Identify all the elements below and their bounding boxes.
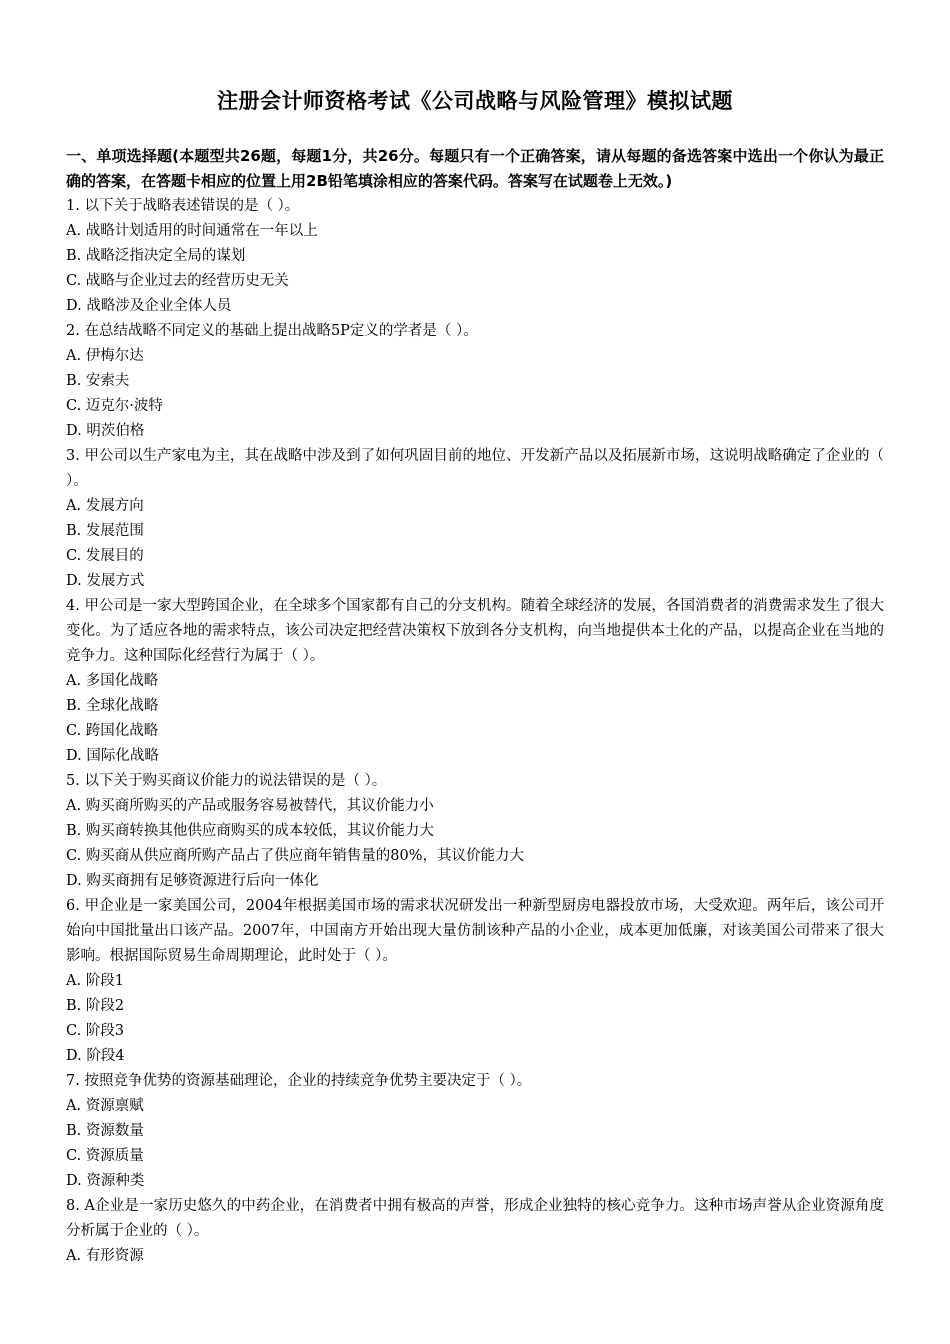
answer-option: D. 阶段4 (66, 1048, 125, 1064)
question-stem: 8. A企业是一家历史悠久的中药企业，在消费者中拥有极高的声誉，形成企业独特的核心竞争力。这种市场声誉从企业资源角度分析属于企业的（ ）。 (66, 1198, 884, 1239)
question-stem: 3. 甲公司以生产家电为主，其在战略中涉及到了如何巩固目前的地位、开发新产品以及拓展新市场，这说明战略确定了企业的（ ）。 (66, 448, 884, 489)
answer-option: D. 发展方式 (66, 573, 145, 589)
answer-option: D. 明茨伯格 (66, 423, 145, 439)
answer-option: D. 国际化战略 (66, 748, 159, 764)
answer-option: A. 战略计划适用的时间通常在一年以上 (66, 223, 318, 239)
question-stem: 6. 甲企业是一家美国公司，2004年根据美国市场的需求状况研发出一种新型厨房电器投放市场，大受欢迎。两年后，该公司开始向中国批量出口该产品。2007年，中国南方开始出现大量仿制该种产品的小企业，成本更加低廉，对该美国公司带来了很大影响。根据国际贸易生命周期理论，此时处于（ ）。 (66, 898, 884, 964)
question-stem: 5. 以下关于购买商议价能力的说法错误的是（ ）。 (66, 773, 387, 789)
question-stem: 1. 以下关于战略表述错误的是（ ）。 (66, 198, 300, 214)
answer-option: A. 多国化战略 (66, 673, 159, 689)
question-item (66, 194, 884, 319)
question-item (66, 1194, 884, 1269)
answer-option: C. 跨国化战略 (66, 723, 159, 739)
answer-option: D. 资源种类 (66, 1173, 145, 1189)
question-item (66, 594, 884, 769)
answer-option: B. 全球化战略 (66, 698, 159, 714)
answer-option: B. 战略泛指决定全局的谋划 (66, 248, 246, 264)
answer-option: B. 资源数量 (66, 1123, 144, 1139)
answer-option: A. 资源禀赋 (66, 1098, 144, 1114)
answer-option: A. 伊梅尔达 (66, 348, 144, 364)
answer-option: C. 阶段3 (66, 1023, 125, 1039)
question-item (66, 769, 884, 894)
answer-option: D. 战略涉及企业全体人员 (66, 298, 232, 314)
question-item (66, 444, 884, 594)
answer-option: A. 发展方向 (66, 498, 144, 514)
answer-option: B. 发展范围 (66, 523, 144, 539)
section-heading: 一、单项选择题(本题型共26题，每题1分，共26分。每题只有一个正确答案，请从每题的备选答案中选出一个你认为最正确的答案，在答题卡相应的位置上用2B铅笔填涂相应的答案代码。答案写在试题卷上无效。) (66, 147, 884, 190)
question-stem: 2. 在总结战略不同定义的基础上提出战略5P定义的学者是（ ）。 (66, 323, 478, 339)
answer-option: C. 迈克尔·波特 (66, 398, 163, 414)
answer-option: A. 购买商所购买的产品或服务容易被替代，其议价能力小 (66, 798, 434, 814)
answer-option: C. 资源质量 (66, 1148, 144, 1164)
question-stem: 7. 按照竞争优势的资源基础理论，企业的持续竞争优势主要决定于（ ）。 (66, 1073, 532, 1089)
answer-option: B. 安索夫 (66, 373, 130, 389)
answer-option: C. 发展目的 (66, 548, 144, 564)
question-item (66, 894, 884, 1069)
question-stem: 4. 甲公司是一家大型跨国企业，在全球多个国家都有自己的分支机构。随着全球经济的发展，各国消费者的消费需求发生了很大变化。为了适应各地的需求特点，该公司决定把经营决策权下放到各分支机构，向当地提供本土化的产品，以提高企业在当地的竞争力。这种国际化经营行为属于（ ）。 (66, 598, 884, 664)
answer-option: C. 战略与企业过去的经营历史无关 (66, 273, 289, 289)
document-page (66, 86, 884, 1269)
answer-option: B. 阶段2 (66, 998, 125, 1014)
question-item (66, 1069, 884, 1194)
answer-option: A. 有形资源 (66, 1248, 144, 1264)
answer-option: A. 阶段1 (66, 973, 124, 989)
answer-option: D. 购买商拥有足够资源进行后向一体化 (66, 873, 319, 889)
question-list (66, 194, 884, 1269)
question-item (66, 319, 884, 444)
document-title: 注册会计师资格考试《公司战略与风险管理》模拟试题 (217, 89, 733, 113)
answer-option: B. 购买商转换其他供应商购买的成本较低，其议价能力大 (66, 823, 434, 839)
answer-option: C. 购买商从供应商所购产品占了供应商年销售量的80%，其议价能力大 (66, 848, 525, 864)
